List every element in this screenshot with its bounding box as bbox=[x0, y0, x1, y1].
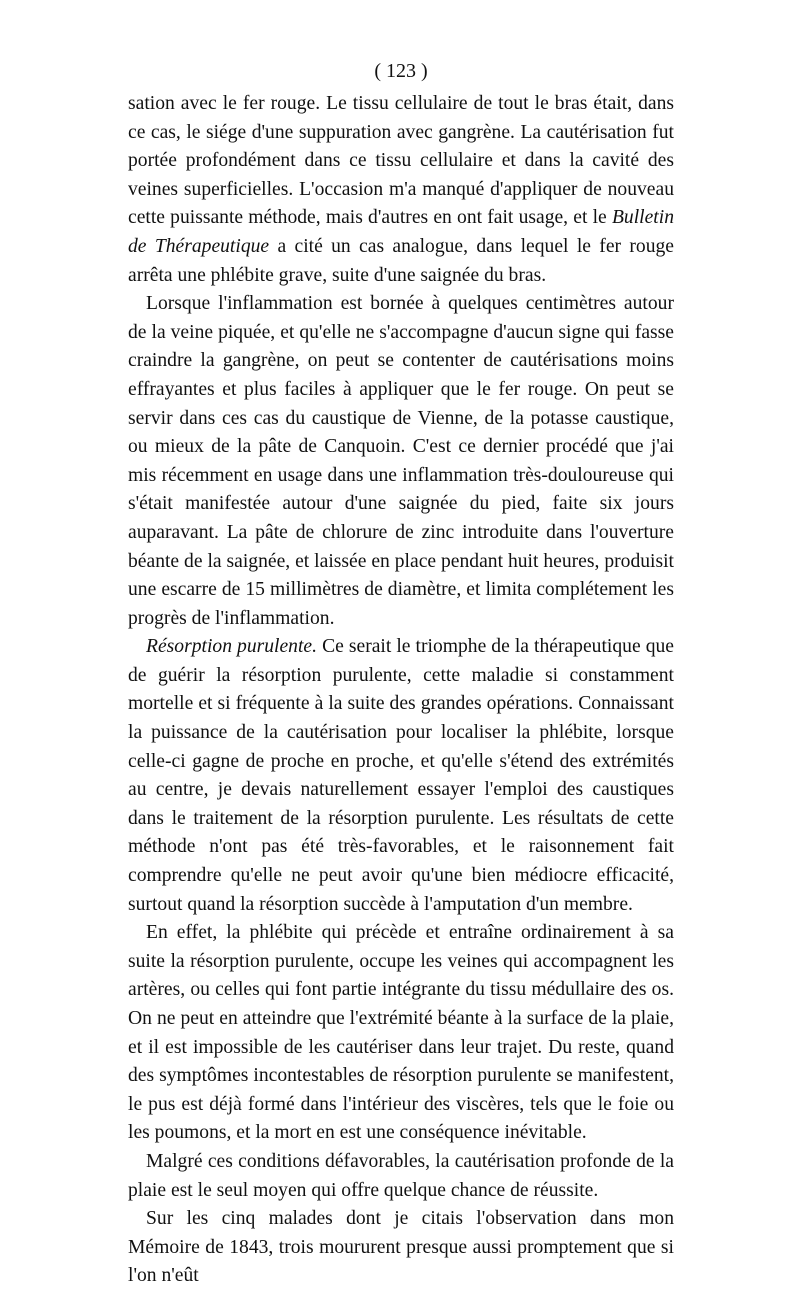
journal-title-italic: Bulletin de Thérapeutique bbox=[128, 207, 674, 257]
page-number: ( 123 ) bbox=[374, 60, 428, 82]
paragraph-3-text: Ce serait le triomphe de la thérapeutique que de guérir la résorption purulente, cette maladie si constamment mortelle et si fréquente à la suite des grandes opérations. Connaissant la puissance de la cautérisation pour localiser la phlébite, lorsque celle-ci gagne de proche en proche, et qu'elle s'étend des extrémités au centre, je devais naturellement essayer l'emploi des caustiques dans le traitement de la résorption purulente. Les résultats de cette méthode n'ont pas été très-favorables, et le raisonnement fait comprendre qu'elle ne peut avoir qu'une bien médiocre efficacité, surtout quand la résorption succède à l'amputation d'un membre. bbox=[128, 636, 674, 915]
paragraph-1 bbox=[128, 90, 674, 290]
paragraph-2: Lorsque l'inflammation est bornée à quelques centimètres autour de la veine piquée, et qu'elle ne s'accompagne d'aucun signe qui fasse craindre la gangrène, on peut se contenter de cautérisations moins effrayantes et plus faciles à appliquer que le fer rouge. On peut se servir dans ces cas du caustique de Vienne, de la potasse caustique, ou mieux de la pâte de Canquoin. C'est ce dernier procédé que j'ai mis récemment en usage dans une inflammation très-douloureuse qui s'était manifestée autour d'une saignée du pied, faite six jours auparavant. La pâte de chlorure de zinc introduite dans l'ouverture béante de la saignée, et laissée en place pendant huit heures, produisit une escarre de 15 millimètres de diamètre, et limita complétement les progrès de l'inflammation. bbox=[128, 293, 674, 629]
paragraph-4: En effet, la phlébite qui précède et entraîne ordinairement à sa suite la résorption purulente, occupe les veines qui accompagnent les artères, ou celles qui font partie intégrante du tissu médullaire des os. On ne peut en atteindre que l'extrémité béante à la surface de la plaie, et il est impossible de les cautériser dans leur trajet. Du reste, quand des symptômes incontestables de résorption purulente se manifestent, le pus est déjà formé dans l'intérieur des viscères, tels que le foie ou les poumons, et la mort en est une conséquence inévitable. bbox=[128, 922, 674, 1144]
paragraph-6: Sur les cinq malades dont je citais l'observation dans mon Mémoire de 1843, trois moururent presque aussi promptement que si l'on n'eût bbox=[128, 1208, 674, 1287]
paragraph-3 bbox=[128, 633, 674, 919]
paragraph-5: Malgré ces conditions défavorables, la cautérisation profonde de la plaie est le seul moyen qui offre quelque chance de réussite. bbox=[128, 1150, 674, 1201]
book-page bbox=[128, 56, 674, 1291]
paragraph-1-text-b: a cité un cas analogue, dans lequel le fer rouge arrêta une phlébite grave, suite d'une saignée du bras. bbox=[128, 235, 674, 286]
paragraph-1-text-a: sation avec le fer rouge. Le tissu cellulaire de tout le bras était, dans ce cas, le siége d'une suppuration avec gangrène. La cautérisation fut portée profondément dans ce tissu cellulaire et dans la cavité des veines superficielles. L'occasion m'a manqué d'appliquer de nouveau cette puissante méthode, mais d'autres en ont fait usage, et le bbox=[128, 93, 674, 229]
section-heading-italic: Résorption purulente. bbox=[146, 636, 318, 658]
